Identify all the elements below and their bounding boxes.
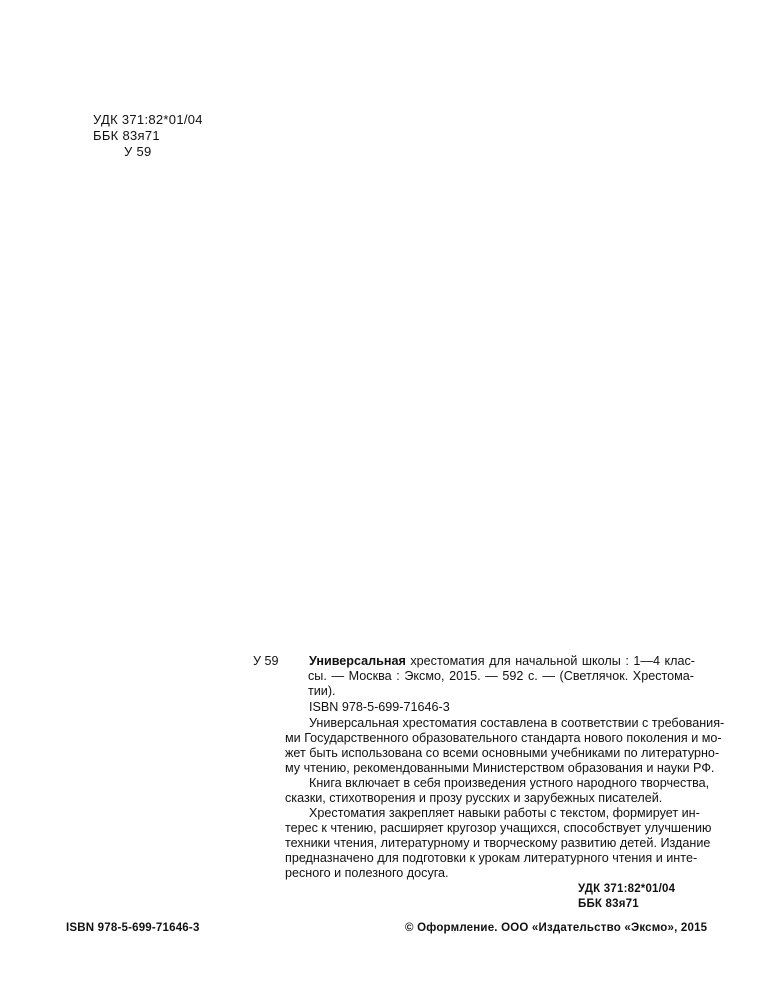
annotation-line: техники чтения, литературному и творческому развитию детей. Издание <box>285 836 711 850</box>
annotation-line: жет быть использована со всеми основными учебниками по литературно- <box>285 746 720 760</box>
catalog-card <box>285 654 725 854</box>
bbk-code-card: ББК 83я71 <box>578 898 639 910</box>
bbk-code-top: ББК 83я71 <box>93 128 160 143</box>
annotation-line: Книга включает в себя произведения устного народного творчества, <box>309 776 710 790</box>
card-title-rest: хрестоматия для начальной школы : 1—4 клас- <box>405 654 695 668</box>
annotation-line: терес к чтению, расширяет кругозор учащихся, способствует улучшению <box>285 821 712 835</box>
annotation-line: ми Государственного образовательного стандарта нового поколения и мо- <box>285 731 722 745</box>
annotation-line: сказки, стихотворения и прозу русских и зарубежных писателей. <box>285 791 663 805</box>
card-title-line-2: сы. — Москва : Эксмо, 2015. — 592 с. — (Светлячок. Хрестома- <box>308 669 694 683</box>
card-title-line-3: тии). <box>308 684 336 698</box>
card-title-bold: Универсальная <box>309 654 406 668</box>
card-index: У 59 <box>253 654 279 668</box>
annotation-line: Универсальная хрестоматия составлена в соответствии с требования- <box>309 716 725 730</box>
annotation-line: му чтению, рекомендованными Министерством образования и науки РФ. <box>285 761 715 775</box>
footer-copyright: © Оформление. ООО «Издательство «Эксмо», 2015 <box>405 922 708 934</box>
footer-isbn: ISBN 978-5-699-71646-3 <box>66 922 200 934</box>
annotation-line: Хрестоматия закрепляет навыки работы с текстом, формирует ин- <box>309 806 700 820</box>
card-isbn: ISBN 978-5-699-71646-3 <box>309 700 450 714</box>
udk-code-top: УДК 371:82*01/04 <box>93 112 203 127</box>
annotation-line: предназначено для подготовки к урокам литературного чтения и интe- <box>285 851 698 865</box>
author-mark-top: У 59 <box>124 144 152 159</box>
annotation-line: ресного и полезного досуга. <box>285 866 449 880</box>
udk-code-card: УДК 371:82*01/04 <box>578 883 676 895</box>
card-title-line-1 <box>309 654 695 669</box>
